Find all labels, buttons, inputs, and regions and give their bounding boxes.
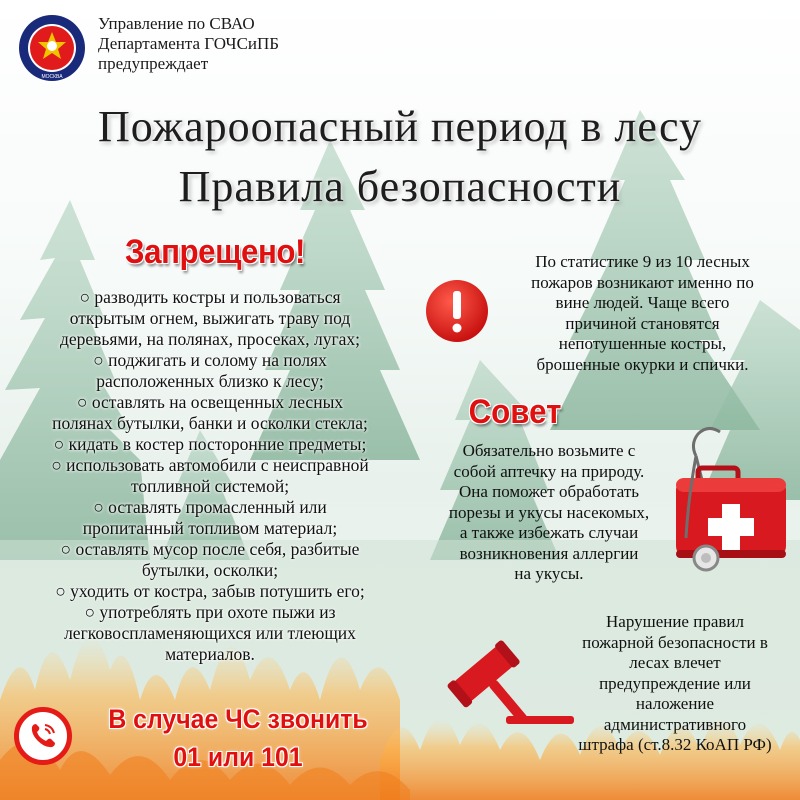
list-item [0, 392, 420, 434]
statistic-line: вине людей. Чаще всего [555, 293, 730, 312]
list-item-line: топливной системой; [130, 476, 290, 496]
advice-line: порезы и укусы насекомых, [448, 502, 650, 522]
penalty-line: пожарной безопасности в [582, 632, 768, 652]
page-title: Пожароопасный период в лесу [98, 102, 702, 151]
phone-icon [14, 707, 72, 765]
list-item-line: ○ оставлять промасленный или [93, 497, 327, 517]
page-subtitle: Правила безопасности [178, 162, 622, 211]
emergency-call-text [91, 700, 385, 776]
list-item-line: ○ использовать автомобили с неисправной [51, 455, 369, 475]
list-item-line: бутылки, осколки; [141, 560, 279, 580]
emergency-line: В случае ЧС звонить [108, 704, 368, 734]
list-item-line: ○ оставлять на освещенных лесных [76, 392, 344, 412]
list-item-line: деревьями, на полянах, просеках, лугах; [59, 329, 361, 349]
list-item [0, 350, 420, 392]
statistic-line: пожаров возникают именно по [531, 272, 754, 292]
list-item [0, 581, 420, 602]
advice-line: на укусы. [514, 564, 584, 583]
list-item-line: полянах бутылки, банки и осколки стекла; [52, 413, 368, 433]
list-item-line: ○ употреблять при охоте пыжи из [84, 602, 336, 622]
penalty-line: Нарушение правил [606, 612, 744, 631]
list-item-line: расположенных близко к лесу; [96, 371, 324, 391]
statistic-line: причиной становятся [565, 313, 720, 333]
statistic-line: брошенные окурки и спички. [536, 354, 749, 374]
statistic-line: По статистике 9 из 10 лесных [535, 252, 750, 271]
exclamation-warning-icon [424, 278, 490, 344]
list-item-line: открытым огнем, выжигать траву под [69, 308, 351, 328]
list-item [0, 434, 420, 455]
advice-line: собой аптечку на природу. [453, 461, 645, 481]
advice-text [420, 441, 678, 585]
penalty-line: наложение [635, 694, 715, 713]
advice-line: возникновения аллергии [459, 543, 639, 563]
list-item-line: ○ разводить костры и пользоваться [79, 287, 341, 307]
list-item-line: ○ кидать в костер посторонние предметы; [53, 434, 367, 454]
list-item [0, 539, 420, 581]
first-aid-kit-icon [668, 420, 794, 580]
advice-line: а также избежать случаи [459, 523, 639, 542]
advice-heading: Совет [468, 393, 562, 431]
advice-line: Обязательно возьмите с [462, 441, 636, 460]
statistic-text [490, 252, 795, 375]
list-item [0, 602, 420, 665]
forbidden-list [0, 287, 420, 665]
list-item [0, 287, 420, 350]
penalty-line: административного [603, 714, 747, 734]
penalty-line: лесах влечет [629, 653, 721, 672]
org-line: Департамента ГОЧСиПБ [98, 34, 280, 53]
penalty-line: штрафа (ст.8.32 КоАП РФ) [578, 735, 772, 754]
phone-glyph [28, 721, 58, 751]
list-item-line: пропитанный топливом материал; [82, 518, 338, 538]
list-item-line: ○ поджигать и солому на полях [93, 350, 327, 370]
ministry-emblem-icon [16, 12, 88, 84]
svg-text:МОСКВА: МОСКВА [41, 74, 63, 80]
organization-header [98, 14, 398, 74]
org-line: предупреждает [98, 54, 209, 73]
list-item-line: ○ оставлять мусор после себя, разбитые [60, 539, 360, 559]
penalty-text [555, 612, 795, 756]
emergency-numbers: 01 или 101 [173, 742, 303, 772]
list-item-line: ○ уходить от костра, забыв потушить его; [55, 581, 365, 601]
list-item-line: легковоспламеняющихся или тлеющих [64, 623, 356, 643]
list-item-line: материалов. [165, 644, 255, 664]
org-line: Управление по СВАО [98, 14, 255, 33]
penalty-line: предупреждение или [599, 673, 751, 693]
advice-line: Она поможет обработать [458, 482, 640, 501]
list-item [0, 455, 420, 497]
forbidden-heading: Запрещено! [124, 233, 306, 271]
statistic-line: непотушенные костры, [558, 334, 727, 353]
list-item [0, 497, 420, 539]
